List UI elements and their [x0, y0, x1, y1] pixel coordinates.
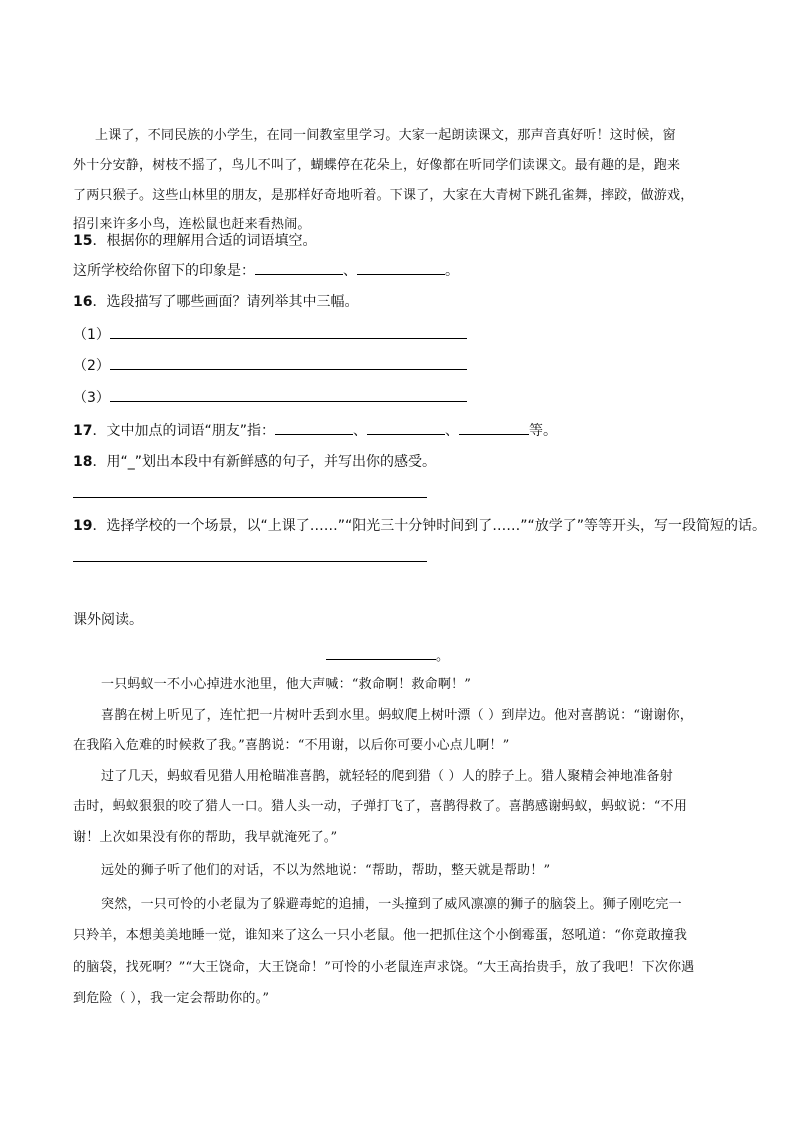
passage1-line-3: 了两只猴子。这些山林里的朋友，是那样好奇地听着。下课了，大家在大青树下跳孔雀舞，摔跤，做游戏， [73, 188, 694, 203]
answer-blank-3[interactable] [459, 422, 529, 435]
passage2-line-3: 在我陷入危难的时候救了我。”喜鹊说：“不用谢，以后你可要小心点儿啊！” [73, 738, 510, 753]
passage2-line-8: 突然，一只可怜的小老鼠为了躲避毒蛇的追捕，一头撞到了威风凛凛的狮子的脑袋上。狮子刚吃完一 [101, 897, 682, 912]
item-label: （2） [73, 358, 110, 374]
passage1-line-1: 上课了，不同民族的小学生，在同一间教室里学习。大家一起朗读课文，那声音真好听！这时候，窗 [95, 128, 676, 143]
passage2-line-2: 喜鹊在树上听见了，连忙把一片树叶丢到水里。蚂蚁爬上树叶漂（ ）到岸边。他对喜鹊说：“谢谢你， [101, 708, 693, 723]
answer-line[interactable] [110, 357, 467, 370]
answer-line-18[interactable] [73, 497, 427, 498]
item-label: （1） [73, 327, 110, 343]
question-number: 17 [73, 423, 93, 439]
question-16-item-2 [73, 357, 754, 375]
answer-blank-2[interactable] [357, 262, 445, 275]
question-number: 15 [73, 233, 93, 249]
terminator: 。 [445, 263, 459, 279]
passage2-line-9: 只羚羊，本想美美地睡一觉，谁知来了这么一只小老鼠。他一把抓住这个小倒霉蛋，怒吼道：“你竟敢撞我 [73, 928, 688, 943]
question-16-item-3 [73, 389, 754, 407]
answer-blank-1[interactable] [255, 262, 343, 275]
separator: 、 [445, 423, 459, 439]
answer-prompt: 这所学校给你留下的印象是： [73, 263, 255, 279]
question-17 [73, 422, 754, 440]
question-number: 18 [73, 454, 93, 470]
question-text: ．用“_”划出本段中有新鲜感的句子，并写出你的感受。 [92, 454, 436, 470]
answer-line-19[interactable] [73, 561, 427, 562]
passage2-line-4: 过了几天，蚂蚁看见猎人用枪瞄准喜鹊，就轻轻的爬到猎（ ）人的脖子上。猎人聚精会神地准备射 [101, 769, 673, 784]
passage1-line-2: 外十分安静，树枝不摇了，鸟儿不叫了，蝴蝶停在花朵上，好像都在听同学们读课文。最有趣的是，跑来 [73, 158, 681, 173]
question-number: 16 [73, 294, 93, 310]
title-blank[interactable] [326, 647, 436, 660]
section-title: 课外阅读。 [73, 612, 143, 628]
question-18 [73, 453, 754, 471]
question-text: ．文中加点的词语“朋友”指： [92, 423, 275, 439]
separator: 、 [343, 263, 357, 279]
separator: 、 [353, 423, 367, 439]
passage2-line-5: 击时，蚂蚁狠狠的咬了猎人一口。猎人头一动，子弹打飞了，喜鹊得救了。喜鹊感谢蚂蚁，蚂蚁说：“不用 [73, 799, 688, 814]
question-text: ．选择学校的一个场景，以“上课了……”“阳光三十分钟时间到了……”“放学了”等等开头，写一段简短的话。 [92, 518, 766, 534]
question-15-answer [73, 262, 754, 280]
question-text: ．根据你的理解用合适的词语填空。 [92, 233, 317, 249]
passage2-line-6: 谢！上次如果没有你的帮助，我早就淹死了。” [73, 830, 338, 845]
passage1-line-4: 招引来许多小鸟，连松鼠也赶来看热闹。 [73, 217, 311, 232]
question-number: 19 [73, 518, 93, 534]
question-16 [73, 293, 754, 311]
question-15 [73, 232, 754, 250]
passage2-line-11: 到危险（ ），我一定会帮助你的。” [73, 991, 270, 1006]
answer-line[interactable] [110, 326, 467, 339]
answer-line[interactable] [110, 389, 467, 402]
question-text: ．选段描写了哪些画面？请列举其中三幅。 [92, 294, 359, 310]
question-19 [73, 517, 766, 535]
answer-blank-1[interactable] [275, 422, 353, 435]
answer-blank-2[interactable] [367, 422, 445, 435]
passage2-line-10: 的脑袋，找死啊？”“大王饶命，大王饶命！”可怜的小老鼠连声求饶。“大王高抬贵手，放了我吧！下次你遇 [73, 960, 695, 975]
question-16-item-1 [73, 326, 754, 344]
terminator: 等。 [529, 423, 557, 439]
item-label: （3） [73, 390, 110, 406]
title-terminator: 。 [436, 649, 450, 664]
passage2-title [326, 645, 449, 664]
passage2-line-1: 一只蚂蚁一不小心掉进水池里，他大声喊：“救命啊！救命啊！” [101, 677, 472, 692]
passage2-line-7: 远处的狮子听了他们的对话，不以为然地说：“帮助，帮助，整天就是帮助！” [101, 863, 551, 878]
